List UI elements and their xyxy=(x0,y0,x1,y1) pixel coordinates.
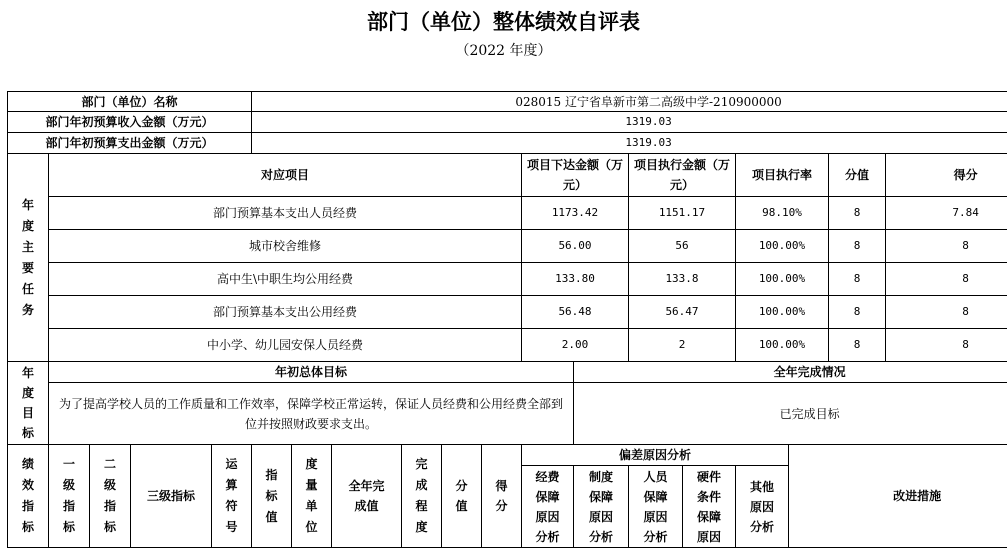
col-points-header: 分值 xyxy=(829,154,886,197)
level3-header: 三级指标 xyxy=(131,445,212,548)
task-item: 部门预算基本支出公用经费 xyxy=(49,296,522,329)
task-rate: 100.00% xyxy=(736,329,829,362)
index-value-header: 指标值 xyxy=(252,445,292,548)
expense-label: 部门年初预算支出金额（万元） xyxy=(8,133,252,154)
page-title: 部门（单位）整体绩效自评表 xyxy=(367,10,640,34)
goals-side-label: 年度目标 xyxy=(8,362,49,445)
task-issued: 2.00 xyxy=(522,329,629,362)
deviation-header: 偏差原因分析 xyxy=(522,445,789,466)
staff-reason-header: 人员保障原因分析 xyxy=(629,466,683,548)
score-header: 得分 xyxy=(482,445,522,548)
other-reason-header: 其他原因分析 xyxy=(736,466,789,548)
task-points: 8 xyxy=(829,230,886,263)
task-item: 部门预算基本支出人员经费 xyxy=(49,197,522,230)
year-subtitle: （2022 年度） xyxy=(455,43,552,59)
operator-header: 运算符号 xyxy=(212,445,252,548)
indicators-side-label: 绩效指标 xyxy=(8,445,49,548)
fund-reason-header: 经费保障原因分析 xyxy=(522,466,574,548)
hardware-reason-header: 硬件条件保障原因 xyxy=(683,466,736,548)
indicators-header-row xyxy=(8,445,1007,466)
dept-name-value: 028015 辽宁省阜新市第二高级中学-210900000 xyxy=(252,92,1007,112)
col-rate-header: 项目执行率 xyxy=(736,154,829,197)
task-rate: 100.00% xyxy=(736,263,829,296)
col-issued-header: 项目下达金额（万元） xyxy=(522,154,629,197)
task-item: 城市校舍维修 xyxy=(49,230,522,263)
task-issued: 56.48 xyxy=(522,296,629,329)
task-executed: 1151.17 xyxy=(629,197,736,230)
income-label: 部门年初预算收入金额（万元） xyxy=(8,112,252,133)
task-issued: 1173.42 xyxy=(522,197,629,230)
dept-name-label: 部门（单位）名称 xyxy=(8,92,252,112)
col-executed-header: 项目执行金额（万元） xyxy=(629,154,736,197)
task-points: 8 xyxy=(829,296,886,329)
evaluation-table xyxy=(7,91,1007,548)
task-rate: 100.00% xyxy=(736,230,829,263)
tasks-header-row xyxy=(8,154,1007,197)
improvement-header: 改进措施 xyxy=(789,445,1007,548)
level2-header: 二级指标 xyxy=(90,445,131,548)
points-header: 分值 xyxy=(442,445,482,548)
table-row xyxy=(8,329,1007,362)
initial-goal-header: 年初总体目标 xyxy=(49,362,574,383)
expense-row xyxy=(8,133,1007,154)
task-executed: 56 xyxy=(629,230,736,263)
task-issued: 133.80 xyxy=(522,263,629,296)
income-row xyxy=(8,112,1007,133)
table-row xyxy=(8,263,1007,296)
task-points: 8 xyxy=(829,197,886,230)
level1-header: 一级指标 xyxy=(49,445,90,548)
col-score-header: 得分 xyxy=(886,154,1007,197)
table-row xyxy=(8,230,1007,263)
completion-degree-header: 完成程度 xyxy=(402,445,442,548)
table-row xyxy=(8,296,1007,329)
income-value: 1319.03 xyxy=(252,112,1007,133)
task-rate: 98.10% xyxy=(736,197,829,230)
task-executed: 2 xyxy=(629,329,736,362)
expense-value: 1319.03 xyxy=(252,133,1007,154)
task-points: 8 xyxy=(829,263,886,296)
col-item-header: 对应项目 xyxy=(49,154,522,197)
task-issued: 56.00 xyxy=(522,230,629,263)
task-score: 8 xyxy=(886,230,1007,263)
task-score: 7.84 xyxy=(886,197,1007,230)
task-rate: 100.00% xyxy=(736,296,829,329)
goals-content-row xyxy=(8,383,1007,445)
task-score: 8 xyxy=(886,296,1007,329)
task-score: 8 xyxy=(886,329,1007,362)
system-reason-header: 制度保障原因分析 xyxy=(574,466,629,548)
task-executed: 56.47 xyxy=(629,296,736,329)
completion-header: 全年完成情况 xyxy=(574,362,1007,383)
task-score: 8 xyxy=(886,263,1007,296)
task-item: 中小学、幼儿园安保人员经费 xyxy=(49,329,522,362)
unit-header: 度量单位 xyxy=(292,445,332,548)
task-item: 高中生\中职生均公用经费 xyxy=(49,263,522,296)
goals-header-row xyxy=(8,362,1007,383)
initial-goal-text: 为了提高学校人员的工作质量和工作效率，保障学校正常运转，保证人员经费和公用经费全部到位并按照财政要求支出。 xyxy=(49,383,574,445)
tasks-side-label: 年度主要任务 xyxy=(8,154,49,362)
table-row xyxy=(8,197,1007,230)
task-points: 8 xyxy=(829,329,886,362)
completion-text: 已完成目标 xyxy=(574,383,1007,445)
dept-name-row xyxy=(8,92,1007,112)
annual-value-header: 全年完成值 xyxy=(332,445,402,548)
task-executed: 133.8 xyxy=(629,263,736,296)
